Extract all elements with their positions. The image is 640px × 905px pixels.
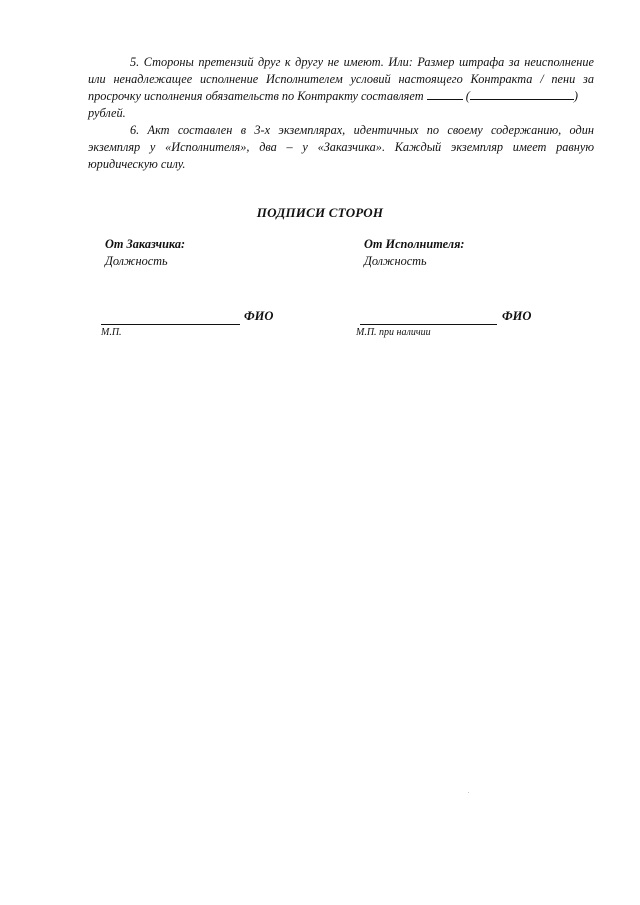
customer-signature-line <box>101 324 240 325</box>
contractor-position: Должность <box>364 254 427 268</box>
paragraph-6: 6. Акт составлен в 3-х экземплярах, идентичных по своему содержанию, один экземпляр у «Исполнителя», два – у «Заказчика». Каждый экземпляр имеет равную юридическую силу. <box>88 123 594 171</box>
paren-close: ) <box>573 89 578 103</box>
penalty-amount-blank <box>427 88 463 100</box>
customer-name-label: ФИО <box>244 309 274 323</box>
contractor-stamp-label: М.П. при наличии <box>356 327 431 338</box>
contractor-signature-line <box>360 324 497 325</box>
customer-position: Должность <box>105 254 168 268</box>
paragraph-5 <box>88 54 594 122</box>
customer-stamp-label: М.П. <box>101 327 122 338</box>
paren-open: ( <box>462 89 470 103</box>
contractor-name-label: ФИО <box>502 309 532 323</box>
customer-block <box>105 236 185 270</box>
paragraph-5-text: 5. Стороны претензий друг к другу не имеют. Или: Размер штрафа за неисполнение или ненадлежащее исполнение Исполнителем условий настоящего Контракта / пени за просрочку исполнения обязательств по Контракту составляет <box>88 55 594 103</box>
contractor-title: От Исполнителя: <box>364 237 465 251</box>
customer-title: От Заказчика: <box>105 237 186 251</box>
penalty-amount-words-blank <box>470 88 574 100</box>
contractor-block <box>364 236 465 270</box>
paragraph-5-tail: рублей. <box>88 106 126 120</box>
scan-speck <box>468 792 469 793</box>
signatures-heading: ПОДПИСИ СТОРОН <box>256 205 384 220</box>
